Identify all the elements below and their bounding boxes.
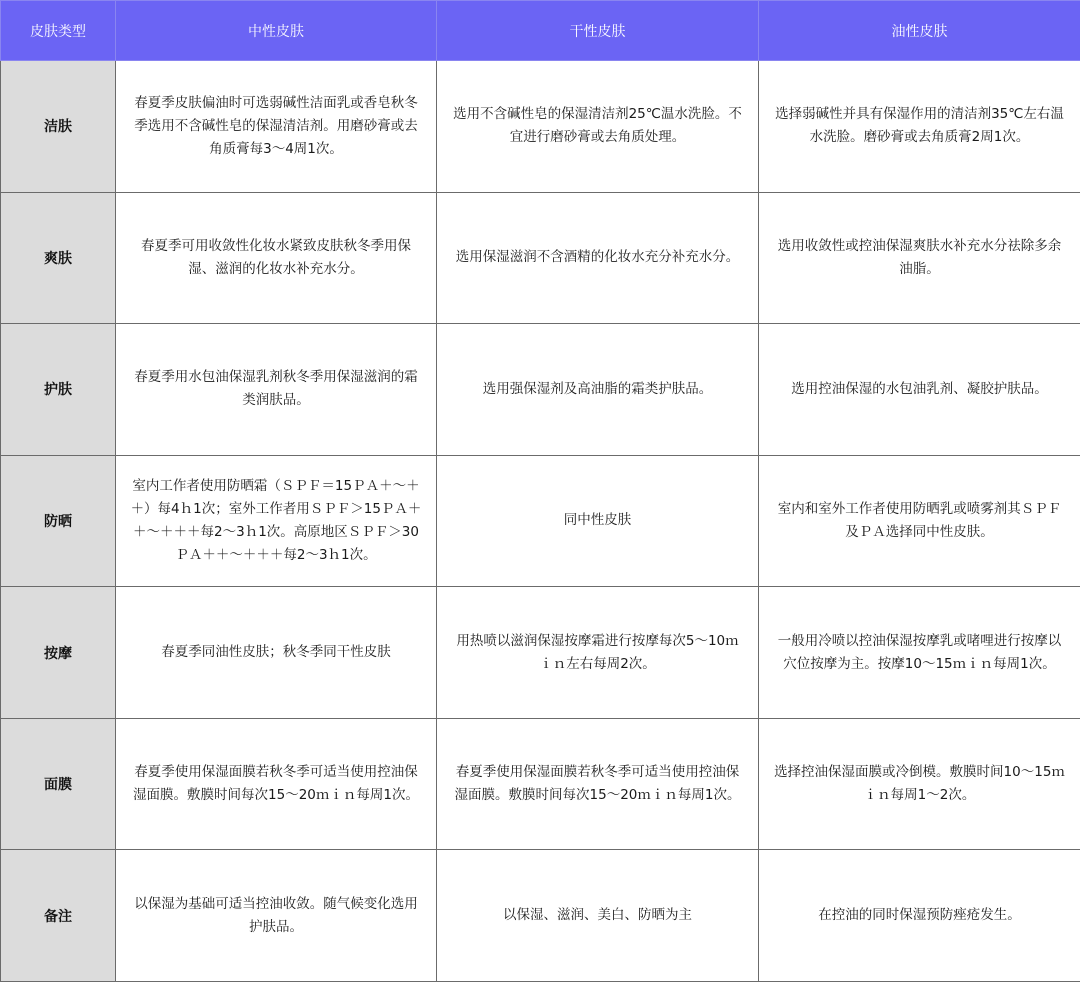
neutral-cell: 春夏季皮肤偏油时可选弱碱性洁面乳或香皂秋冬季选用不含碱性皂的保湿清洁剂。用磨砂膏或去角质膏每3～4周1次。 (116, 61, 437, 193)
table-row (1, 192, 1080, 324)
row-label: 洁肤 (1, 61, 116, 193)
table-row (1, 587, 1080, 719)
neutral-cell: 春夏季使用保湿面膜若秋冬季可适当使用控油保湿面膜。敷膜时间每次15～20ｍｉｎ每周1次。 (116, 718, 437, 850)
oily-cell: 在控油的同时保湿预防痤疮发生。 (759, 850, 1080, 982)
table-row (1, 455, 1080, 587)
table-row (1, 718, 1080, 850)
row-label: 爽肤 (1, 192, 116, 324)
dry-cell: 以保湿、滋润、美白、防晒为主 (437, 850, 759, 982)
dry-cell: 春夏季使用保湿面膜若秋冬季可适当使用控油保湿面膜。敷膜时间每次15～20ｍｉｎ每周1次。 (437, 718, 759, 850)
oily-cell: 一般用冷喷以控油保湿按摩乳或啫哩进行按摩以穴位按摩为主。按摩10～15ｍｉｎ每周1次。 (759, 587, 1080, 719)
row-label: 按摩 (1, 587, 116, 719)
neutral-cell: 以保湿为基础可适当控油收敛。随气候变化选用护肤品。 (116, 850, 437, 982)
row-label: 备注 (1, 850, 116, 982)
table-row (1, 61, 1080, 193)
header-oily-skin: 油性皮肤 (759, 1, 1080, 61)
row-label: 防晒 (1, 455, 116, 587)
oily-cell: 室内和室外工作者使用防晒乳或喷雾剂其ＳＰＦ及ＰＡ选择同中性皮肤。 (759, 455, 1080, 587)
row-label: 面膜 (1, 718, 116, 850)
neutral-cell: 春夏季用水包油保湿乳剂秋冬季用保湿滋润的霜类润肤品。 (116, 324, 437, 456)
dry-cell: 用热喷以滋润保湿按摩霜进行按摩每次5～10ｍｉｎ左右每周2次。 (437, 587, 759, 719)
oily-cell: 选用收敛性或控油保湿爽肤水补充水分祛除多余油脂。 (759, 192, 1080, 324)
oily-cell: 选用控油保湿的水包油乳剂、凝胶护肤品。 (759, 324, 1080, 456)
neutral-cell: 春夏季同油性皮肤；秋冬季同干性皮肤 (116, 587, 437, 719)
dry-cell: 选用强保湿剂及高油脂的霜类护肤品。 (437, 324, 759, 456)
oily-cell: 选择控油保湿面膜或冷倒模。敷膜时间10～15ｍｉｎ每周1～2次。 (759, 718, 1080, 850)
neutral-cell: 室内工作者使用防晒霜（ＳＰＦ＝15ＰＡ＋～＋＋）每4ｈ1次；室外工作者用ＳＰＦ＞15ＰＡ＋＋～＋＋＋每2～3ｈ1次。高原地区ＳＰＦ＞30ＰＡ＋＋～＋＋＋每2～3ｈ1次。 (116, 455, 437, 587)
neutral-cell: 春夏季可用收敛性化妆水紧致皮肤秋冬季用保湿、滋润的化妆水补充水分。 (116, 192, 437, 324)
oily-cell: 选择弱碱性并具有保湿作用的清洁剂35℃左右温水洗脸。磨砂膏或去角质膏2周1次。 (759, 61, 1080, 193)
header-dry-skin: 干性皮肤 (437, 1, 759, 61)
header-row (1, 1, 1080, 61)
table-row (1, 324, 1080, 456)
header-skin-type: 皮肤类型 (1, 1, 116, 61)
dry-cell: 选用保湿滋润不含酒精的化妆水充分补充水分。 (437, 192, 759, 324)
header-neutral-skin: 中性皮肤 (116, 1, 437, 61)
row-label: 护肤 (1, 324, 116, 456)
table-row (1, 850, 1080, 982)
dry-cell: 同中性皮肤 (437, 455, 759, 587)
dry-cell: 选用不含碱性皂的保湿清洁剂25℃温水洗脸。不宜进行磨砂膏或去角质处理。 (437, 61, 759, 193)
